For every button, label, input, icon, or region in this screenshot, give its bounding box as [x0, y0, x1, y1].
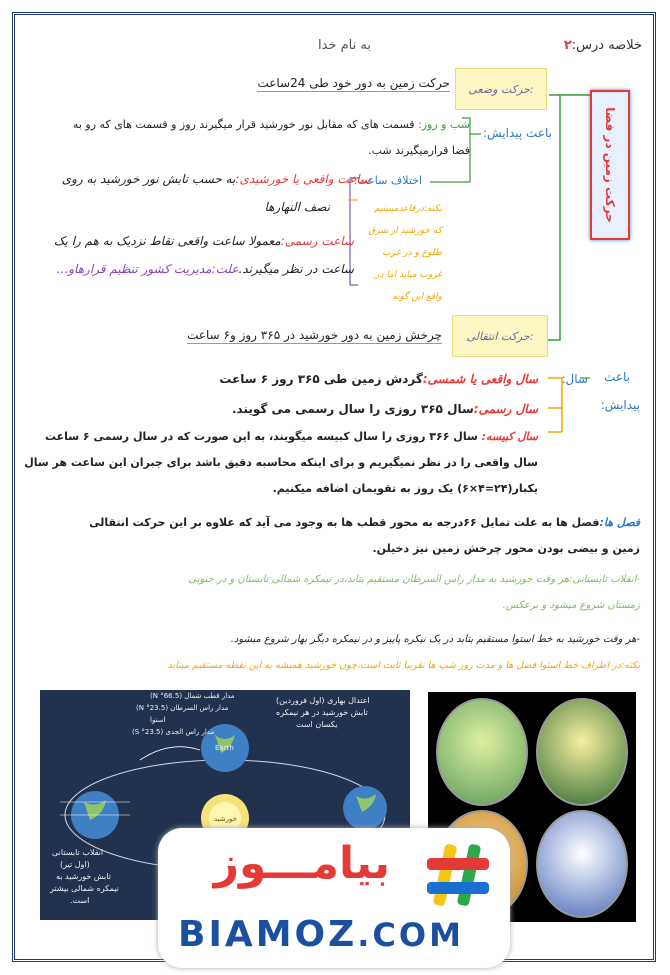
official-time-term: ساعت رسمی: [280, 234, 354, 248]
official-time-line1 [54, 234, 354, 248]
real-time-text1: به حسب تابش نور خورشید به روی [61, 172, 236, 186]
summary-label: خلاصه درس: [571, 38, 642, 53]
tree-spring [436, 698, 528, 806]
equinox-line: -هر وقت خورشید به خط استوا مستقیم بتابد در یک نیکره پاییز و در نیمکره دیگر بهار شروع میشود. [230, 634, 640, 645]
logo-com: .COM [357, 916, 464, 954]
solstice-line1: -انقلاب تابستانی:هر وقت خورشید به مدار راس السرطان مستقیم بتابد،در نیمکره شمالی تابستان و در جنوبی [188, 574, 640, 585]
real-time-line1 [62, 172, 370, 186]
seasons-line2: زمین و بیضی بودن محور چرخش زمین نیز دخیلن. [372, 542, 640, 555]
arctic-label: مدار قطب شمال (66.5° N) [150, 692, 235, 700]
vaziee-desc-text: حرکت زمین به دور خود طی 24ساعت [257, 76, 450, 90]
seasons-text1: فصل ها به علت تمایل ۶۶درجه به محور قطب ها به وجود می آید که علاوه بر این حرکت انتقالی [89, 516, 600, 529]
leap-year-line1 [45, 430, 538, 443]
leap-year-term: سال کبیسه: [481, 430, 538, 443]
tree-winter [536, 810, 628, 918]
equator-label: استوا [150, 716, 166, 724]
enteghali-cause-label1: باعث [604, 370, 630, 384]
spring-title: اعتدال بهاری (اول فروردین) [276, 696, 370, 705]
summer-text3: است. [70, 896, 90, 905]
logo-english-text: BIAMOZ [178, 914, 358, 955]
summer-sub: (اول تیر) [60, 860, 90, 869]
enteghali-desc [187, 328, 442, 342]
vaziee-cause-label: باعث پیدایش: [482, 126, 552, 140]
summer-title: انقلاب تابستانی [52, 848, 104, 857]
official-time-text2: ساعت در نظر میگیرند. [238, 262, 354, 276]
night-day-text1: قسمت های که مقابل نور خورشید قرار میگیرند روز و قسمت های که رو به [72, 118, 415, 131]
leap-year-line2: سال واقعی را در نظر نمیگیریم و برای اینکه محاسبه دقیق باشد برای جبران این ساعت هر سال [24, 456, 538, 469]
time-diff-term: اختلاف ساعت: [353, 174, 422, 187]
vaziee-label: حرکت وضعی: [455, 68, 547, 110]
night-day-term: شب و روز: [418, 118, 470, 131]
note-line: واقع این گونه [392, 292, 442, 302]
summer-text1: تابش خورشید به [56, 872, 111, 881]
note-line: که خورشید از شرق [368, 226, 442, 236]
year-label: سال: [561, 372, 588, 386]
bismillah: به نام خدا [318, 38, 371, 53]
equinox-text: هر وقت خورشید به خط استوا مستقیم بتابد در یک نیکره پاییز و در نیمکره دیگر بهار شروع میشود. [230, 634, 637, 645]
note-line: غروب میاید اما در [375, 270, 442, 280]
spring-text1: تابش خورشید در هر نیمکره [276, 708, 368, 717]
real-time-term: ساعت واقعی یا خورشیدی: [235, 172, 370, 186]
sun-label: خورشید [214, 815, 237, 823]
enteghali-cause-label2: پیدایش: [600, 398, 640, 412]
cancer-label: مدار راس السرطان (23.5° N) [136, 704, 229, 712]
real-time-line2: نصف النهارها [264, 200, 330, 214]
note-line: طلوع و در غرب [382, 248, 442, 258]
spring-text2: یکسان است [296, 720, 338, 729]
leap-year-line3: یکبار(۲۴=۴×۶) یک روز به تقویمان اضافه میکنیم. [272, 482, 538, 495]
solstice-line2: زمستان شروع میشود و برعکس. [502, 600, 640, 611]
tree-summer [536, 698, 628, 806]
enteghali-desc-text: چرخش زمین به دور خورشید در ۳۶۵ روز و۶ ساعت [187, 328, 442, 342]
capricorn-label: مدار راس الجدی (23.5° S) [132, 728, 215, 736]
solar-year-text: گردش زمین طی ۳۶۵ روز ۶ ساعت [219, 372, 423, 386]
side-title: حرکت زمین در فضا [603, 107, 617, 223]
night-day-line2: فضا قرارمیگیرند شب. [368, 144, 470, 157]
official-time-line2 [57, 262, 354, 276]
seasons-note: نکته:در اطراف خط استوا فصل ها و مدت روز شب ها تقریبا ثابت است،چون خورشید همیشه به این نقطه مستقیم میتابد [167, 660, 640, 671]
official-time-text1: معمولا ساعت واقعی نقاط نزدیک به هم را یک [53, 234, 281, 248]
enteghali-label: حرکت انتقالی: [452, 315, 548, 357]
lesson-number: ۲ [563, 38, 572, 53]
official-year-text: سال ۳۶۵ روزی را سال رسمی می گویند. [231, 402, 474, 416]
leap-year-text1: سال ۳۶۶ روزی را سال کبیسه میگویند، به این صورت که در سال رسمی ۶ ساعت [44, 430, 478, 443]
reason-term: علت: [211, 262, 239, 276]
note-line: نکته:درقاعدمیبینیم [374, 204, 442, 214]
logo-persian: بیامـــوز [213, 838, 390, 889]
official-year-line [232, 402, 538, 416]
earth-label: Earth [215, 744, 234, 752]
solstice-term: انقلاب تابستانی: [569, 574, 637, 585]
solar-year-term: سال واقعی یا شمسی: [422, 372, 538, 386]
seasons-term: فصل ها: [599, 516, 640, 529]
solar-year-line [219, 372, 538, 386]
night-day-line1 [73, 118, 470, 131]
logo-english [178, 914, 464, 955]
seasons-line1 [89, 516, 640, 529]
reason-text: مدیریت کشور تنظیم قرارهاو... [56, 262, 212, 276]
solstice-text1: هر وقت خورشید به مدار راس السرطان مستقیم بتابد،در نیمکره شمالی تابستان و در جنوبی [188, 574, 570, 585]
biamoz-logo [158, 828, 510, 968]
summer-text2: نیمکره شمالی بیشتر [50, 884, 119, 893]
hash-logo-icon [423, 840, 493, 910]
official-year-term: سال رسمی: [473, 402, 538, 416]
note-block [368, 198, 442, 308]
